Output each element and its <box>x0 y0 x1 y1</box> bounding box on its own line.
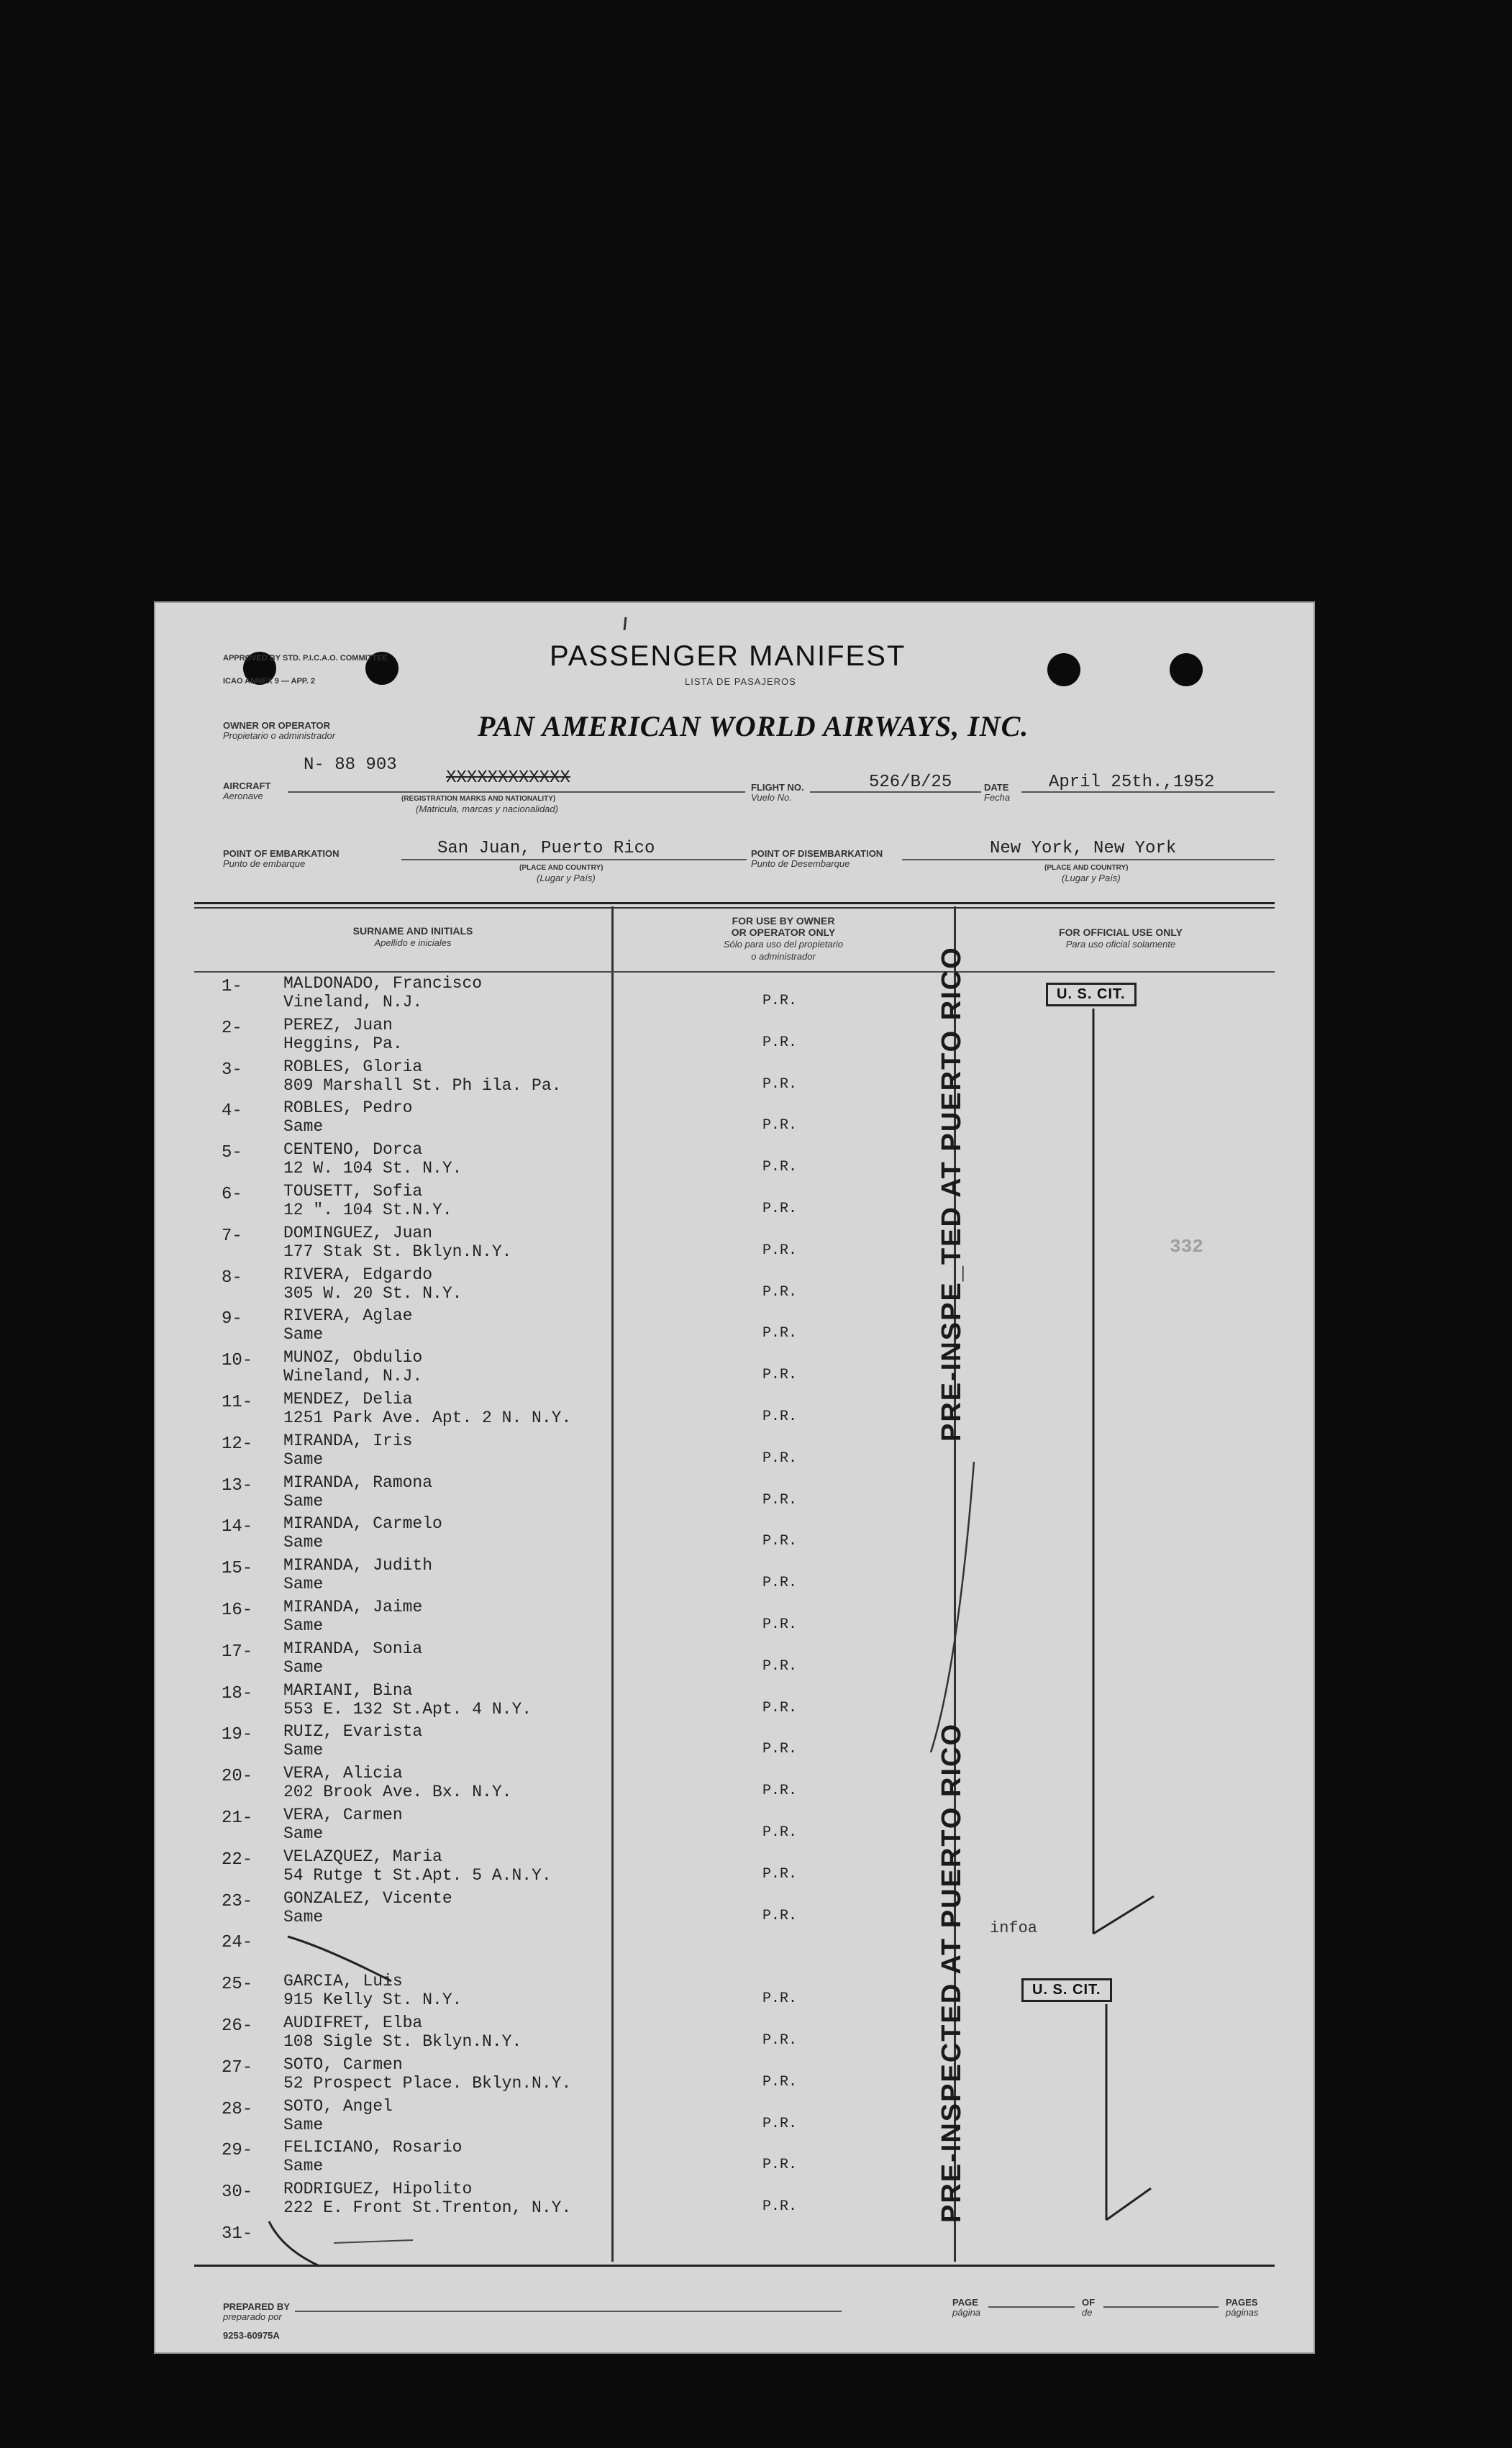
col-official-subtitle: Para uso oficial solamente <box>1065 939 1176 950</box>
passenger-address: Same <box>283 2157 324 2176</box>
flight-label: FLIGHT NO. <box>751 782 804 793</box>
passenger-address: Vineland, N.J. <box>283 993 423 1011</box>
operator-use-mark: P.R. <box>762 1699 798 1716</box>
row-number: 12- <box>222 1434 253 1454</box>
aircraft-label: AIRCRAFT <box>223 781 271 791</box>
date-value: April 25th.,1952 <box>1049 773 1215 792</box>
passenger-address: 54 Rutge t St.Apt. 5 A.N.Y. <box>283 1865 552 1885</box>
page-subtitle: LISTA DE PASAJEROS <box>685 676 796 687</box>
operator-use-mark: P.R. <box>762 1533 798 1550</box>
disembarkation-value: New York, New York <box>990 839 1177 858</box>
prepared-by-label-es: preparado por <box>223 2311 282 2322</box>
row-number: 14- <box>222 1517 253 1537</box>
header-bottom-rule <box>194 971 1275 973</box>
passenger-name: CENTENO, Dorca <box>283 1140 423 1160</box>
form-number: 9253-60975A <box>223 2330 280 2341</box>
embarkation-underline <box>401 859 747 860</box>
col-surname-subtitle: Apellido e iniciales <box>374 937 452 948</box>
of-underline <box>1103 2306 1219 2308</box>
passenger-name: MALDONADO, Francisco <box>283 974 483 993</box>
of-label-es: de <box>1082 2307 1093 2318</box>
row-number: 19- <box>222 1725 253 1745</box>
operator-use-mark: P.R. <box>762 2073 798 2090</box>
row-number: 20- <box>222 1767 253 1787</box>
passenger-name: SOTO, Carmen <box>283 2055 403 2074</box>
row-number: 31- <box>222 2224 253 2244</box>
row-number: 11- <box>222 1393 253 1412</box>
disembarkation-caption-es: (Lugar y País) <box>1062 873 1121 883</box>
disembarkation-caption: (PLACE AND COUNTRY) <box>1044 864 1129 872</box>
operator-use-mark: P.R. <box>762 2198 798 2216</box>
passenger-name: VELAZQUEZ, Maria <box>283 1847 442 1866</box>
passenger-address: 12 W. 104 St. N.Y. <box>283 1159 463 1178</box>
disembarkation-label-es: Punto de Desembarque <box>751 858 850 869</box>
row-number: 7- <box>222 1226 242 1246</box>
page-label-es: página <box>952 2307 981 2318</box>
operator-use-mark: P.R. <box>762 1409 798 1425</box>
aircraft-underline <box>288 791 745 793</box>
page-underline <box>988 2306 1075 2308</box>
passenger-address: Same <box>283 2115 324 2134</box>
passenger-address: 222 E. Front St.Trenton, N.Y. <box>283 2198 572 2218</box>
operator-use-mark: P.R. <box>762 1242 798 1259</box>
operator-use-mark: P.R. <box>762 1159 798 1176</box>
operator-use-mark: P.R. <box>762 1367 798 1384</box>
passenger-address: Same <box>283 1325 324 1344</box>
pages-label: PAGES <box>1226 2297 1258 2308</box>
col-owner-subtitle-2: o administrador <box>751 951 816 962</box>
passenger-name: RIVERA, Aglae <box>283 1306 413 1326</box>
passenger-address: Same <box>283 1491 324 1511</box>
operator-use-mark: P.R. <box>762 2032 798 2049</box>
column-divider-1 <box>611 906 614 2262</box>
operator-use-mark: P.R. <box>762 1783 798 1800</box>
date-label: DATE <box>984 782 1009 793</box>
row-number: 30- <box>222 2183 253 2203</box>
date-label-es: Fecha <box>984 792 1011 803</box>
preinspected-stamp-2: PRE-INSPECTED AT PUERTO RICO <box>937 1722 967 2223</box>
passenger-name: VERA, Carmen <box>283 1806 403 1824</box>
operator-use-mark: P.R. <box>762 2115 798 2132</box>
punch-hole-4 <box>1170 653 1203 686</box>
row-number: 2- <box>222 1018 242 1038</box>
operator-use-mark: P.R. <box>762 1865 798 1883</box>
passenger-name: MIRANDA, Iris <box>283 1431 413 1450</box>
passenger-address: Heggins, Pa. <box>283 1034 403 1053</box>
passenger-address: 305 W. 20 St. N.Y. <box>283 1283 463 1303</box>
row-number: 18- <box>222 1683 253 1703</box>
operator-use-mark: P.R. <box>762 1741 798 1758</box>
passenger-name: PEREZ, Juan <box>283 1015 393 1034</box>
passenger-address: 915 Kelly St. N.Y. <box>283 1990 463 2010</box>
passenger-name: MIRANDA, Carmelo <box>283 1514 442 1534</box>
row-number: 5- <box>222 1143 242 1163</box>
operator-use-mark: P.R. <box>762 1034 798 1051</box>
table-top-rule-2 <box>194 907 1275 909</box>
col-owner-title-1: FOR USE BY OWNER <box>732 915 835 927</box>
col-official-header <box>962 927 1279 950</box>
col-official-title: FOR OFFICIAL USE ONLY <box>1059 927 1183 938</box>
passenger-name: MIRANDA, Sonia <box>283 1639 423 1658</box>
owner-label-es: Propietario o administrador <box>223 730 336 741</box>
passenger-address: 52 Prospect Place. Bklyn.N.Y. <box>283 2073 572 2093</box>
prepared-by-underline <box>295 2311 842 2312</box>
manifest-page <box>154 601 1315 2354</box>
passenger-address: 108 Sigle St. Bklyn.N.Y. <box>283 2032 522 2051</box>
operator-use-mark: P.R. <box>762 1117 798 1134</box>
row-number: 21- <box>222 1808 253 1828</box>
row-number: 25- <box>222 1975 253 1995</box>
passenger-address: Same <box>283 1657 324 1677</box>
passenger-name: MARIANI, Bina <box>283 1680 413 1700</box>
passenger-address: 177 Stak St. Bklyn.N.Y. <box>283 1242 512 1261</box>
passenger-name: ROBLES, Pedro <box>283 1098 413 1118</box>
aircraft-value: N- 88 903 <box>304 755 397 775</box>
operator-use-mark: P.R. <box>762 1990 798 2008</box>
row-number: 1- <box>222 977 242 996</box>
passenger-address: Same <box>283 1616 324 1635</box>
infoa-note: infoa <box>990 1919 1038 1937</box>
preinspected-stamp-1: PRE-INSPE_TED AT PUERTO RICO <box>937 946 967 1442</box>
operator-use-mark: P.R. <box>762 1657 798 1675</box>
aircraft-label-es: Aeronave <box>223 791 263 801</box>
operator-name: PAN AMERICAN WORLD AIRWAYS, INC. <box>478 710 1029 742</box>
col-surname-header <box>226 925 600 949</box>
approval-line-2: ICAO ANNEX 9 — APP. 2 <box>223 677 315 686</box>
page-label: PAGE <box>952 2297 978 2308</box>
passenger-address: 12 ". 104 St.N.Y. <box>283 1201 452 1219</box>
flight-label-es: Vuelo No. <box>751 792 792 803</box>
punch-hole-3 <box>1047 653 1080 686</box>
passenger-address: Same <box>283 1741 324 1760</box>
col-owner-title-2: OR OPERATOR ONLY <box>731 927 836 938</box>
passenger-name: ROBLES, Gloria <box>283 1057 423 1076</box>
passenger-name: TOUSETT, Sofia <box>283 1182 423 1201</box>
row-number: 15- <box>222 1559 253 1579</box>
passenger-name: RIVERA, Edgardo <box>283 1265 433 1284</box>
operator-use-mark: P.R. <box>762 1907 798 1924</box>
owner-label: OWNER OR OPERATOR <box>223 720 331 731</box>
passenger-address: 553 E. 132 St.Apt. 4 N.Y. <box>283 1699 532 1719</box>
passenger-address: Same <box>283 1450 324 1469</box>
flight-value: 526/B/25 <box>869 773 952 792</box>
disembarkation-label: POINT OF DISEMBARKATION <box>751 848 883 859</box>
operator-use-mark: P.R. <box>762 1075 798 1093</box>
pages-label-es: páginas <box>1226 2307 1259 2318</box>
row-number: 8- <box>222 1268 242 1288</box>
row-number: 22- <box>222 1849 253 1870</box>
row-number: 23- <box>222 1891 253 1911</box>
registration-caption: (REGISTRATION MARKS AND NATIONALITY) <box>401 795 556 803</box>
margin-number: 332 <box>1170 1236 1203 1257</box>
passenger-address: Same <box>283 1824 324 1843</box>
table-top-rule <box>194 902 1275 904</box>
passenger-address: 1251 Park Ave. Apt. 2 N. N.Y. <box>283 1409 572 1427</box>
disembarkation-underline <box>902 859 1275 860</box>
operator-use-mark: P.R. <box>762 2157 798 2174</box>
operator-use-mark: P.R. <box>762 993 798 1009</box>
operator-use-mark: P.R. <box>762 1283 798 1301</box>
passenger-name: VERA, Alicia <box>283 1764 403 1783</box>
approval-line-1: APPROVED BY STD. P.I.C.A.O. COMMITTEE <box>223 654 388 663</box>
row-number: 6- <box>222 1185 242 1204</box>
row-number: 27- <box>222 2057 253 2078</box>
footer-rule <box>194 2265 1275 2267</box>
row-number: 9- <box>222 1309 242 1329</box>
passenger-name: MIRANDA, Ramona <box>283 1473 433 1492</box>
operator-use-mark: P.R. <box>762 1575 798 1592</box>
embarkation-caption: (PLACE AND COUNTRY) <box>519 864 604 872</box>
prepared-by-label: PREPARED BY <box>223 2301 290 2312</box>
passenger-name: RODRIGUEZ, Hipolito <box>283 2180 473 2199</box>
passenger-name: MENDEZ, Delia <box>283 1390 413 1409</box>
registration-caption-es: (Matricula, marcas y nacionalidad) <box>416 804 558 814</box>
registration-struck: XXXXXXXXXXXX <box>446 768 570 788</box>
passenger-name: RUIZ, Evarista <box>283 1722 423 1742</box>
operator-use-mark: P.R. <box>762 1491 798 1509</box>
passenger-name: AUDIFRET, Elba <box>283 2014 423 2032</box>
row-number: 13- <box>222 1475 253 1496</box>
row-number: 10- <box>222 1351 253 1371</box>
passenger-address: 809 Marshall St. Ph ila. Pa. <box>283 1075 562 1095</box>
row-number: 26- <box>222 2016 253 2036</box>
passenger-name: GONZALEZ, Vicente <box>283 1888 452 1908</box>
passenger-address: Wineland, N.J. <box>283 1367 423 1386</box>
passenger-name: MIRANDA, Jaime <box>283 1598 423 1616</box>
of-label: OF <box>1082 2297 1096 2308</box>
operator-use-mark: P.R. <box>762 1325 798 1342</box>
passenger-name: FELICIANO, Rosario <box>283 2138 463 2157</box>
us-citizen-stamp-1: U. S. CIT. <box>1046 983 1137 1006</box>
passenger-name: MIRANDA, Judith <box>283 1556 433 1575</box>
operator-use-mark: P.R. <box>762 1450 798 1467</box>
passenger-name: DOMINGUEZ, Juan <box>283 1223 433 1242</box>
us-citizen-stamp-2: U. S. CIT. <box>1021 1978 1112 2002</box>
col-owner-subtitle-1: Sólo para uso del propietario <box>723 939 844 950</box>
col-owner-header <box>621 915 945 963</box>
passenger-address: Same <box>283 1907 324 1926</box>
embarkation-caption-es: (Lugar y País) <box>537 873 596 883</box>
row-number: 16- <box>222 1601 253 1620</box>
embarkation-label-es: Punto de embarque <box>223 858 306 869</box>
passenger-name: SOTO, Angel <box>283 2096 393 2116</box>
passenger-address: Same <box>283 1575 324 1594</box>
passenger-address: 202 Brook Ave. Bx. N.Y. <box>283 1783 512 1802</box>
row-number: 17- <box>222 1642 253 1662</box>
row-number: 28- <box>222 2099 253 2119</box>
row-number: 29- <box>222 2141 253 2161</box>
row-number: 3- <box>222 1060 242 1080</box>
page-title: PASSENGER MANIFEST <box>550 640 906 672</box>
passenger-address: Same <box>283 1117 324 1137</box>
passenger-name: MUNOZ, Obdulio <box>283 1348 423 1368</box>
operator-use-mark: P.R. <box>762 1616 798 1633</box>
embarkation-value: San Juan, Puerto Rico <box>437 839 655 858</box>
passenger-address: Same <box>283 1533 324 1552</box>
passenger-name: GARCIA, Luis <box>283 1972 403 1991</box>
row-number: 4- <box>222 1101 242 1121</box>
embarkation-label: POINT OF EMBARKATION <box>223 848 340 859</box>
operator-use-mark: P.R. <box>762 1201 798 1217</box>
col-surname-title: SURNAME AND INITIALS <box>352 925 473 937</box>
row-number: 24- <box>222 1933 253 1953</box>
operator-use-mark: P.R. <box>762 1824 798 1841</box>
